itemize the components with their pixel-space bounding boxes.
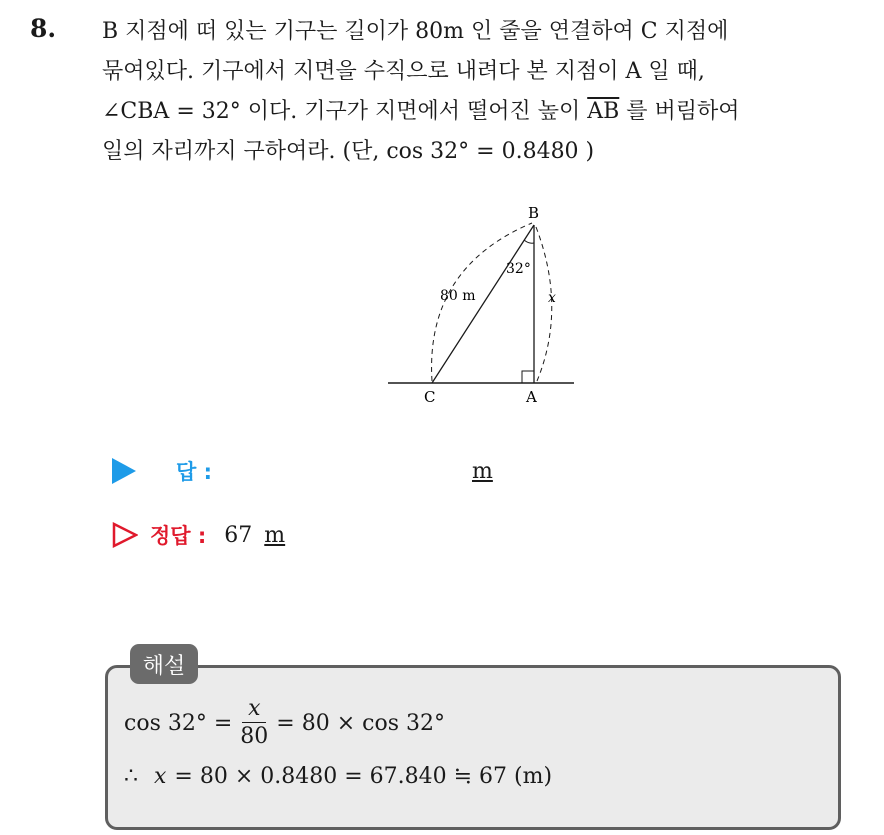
question-number: 8.: [30, 14, 57, 43]
solution-line-1: [124, 696, 445, 751]
angle-arc-32: [524, 240, 534, 243]
question-line-3-pre: ∠CBA = 32° 이다. 기구가 지면에서 떨어진 높이: [102, 99, 588, 124]
correct-unit: m: [264, 522, 286, 548]
label-a: A: [526, 388, 537, 406]
therefore-symbol: ∴: [124, 764, 138, 789]
fraction-numerator: x: [242, 696, 266, 723]
question-line-4: 일의 자리까지 구하여라. (단, cos 32° = 0.8480 ): [102, 139, 595, 164]
question-line-3: [102, 92, 862, 132]
label-angle-32: 32°: [506, 261, 531, 277]
answer-label: 답 :: [176, 460, 212, 484]
answer-triangle-icon: [112, 458, 136, 484]
balloon-diagram: [380, 198, 580, 408]
label-b: B: [528, 204, 540, 222]
solution-line-2: [124, 764, 552, 789]
label-c: C: [424, 388, 436, 406]
correct-label: 정답 :: [150, 524, 207, 548]
fraction-denominator: 80: [240, 724, 269, 749]
correct-triangle-icon: [112, 522, 138, 548]
label-x: x: [548, 290, 556, 306]
correct-value: 67: [224, 522, 253, 548]
question-line-3-post: 를 버림하여: [619, 99, 740, 124]
solution-variable-x: x: [154, 764, 167, 789]
right-angle-mark: [522, 371, 534, 383]
answer-unit: m: [472, 458, 493, 484]
solution-cos-left: cos 32° =: [124, 711, 233, 736]
correct-answer-row: [112, 520, 285, 550]
label-80m: 80 m: [440, 288, 476, 304]
rope-line-cb: [432, 225, 534, 383]
solution-fraction: [240, 696, 268, 751]
answer-row: [112, 456, 493, 486]
question-line-2: 묶여있다. 기구에서 지면을 수직으로 내려다 본 지점이 A 일 때,: [102, 59, 705, 84]
question-text: [102, 12, 862, 172]
question-line-1: B 지점에 떠 있는 기구는 길이가 80m 인 줄을 연결하여 C 지점에: [102, 19, 729, 44]
solution-cos-right: = 80 × cos 32°: [276, 711, 445, 736]
segment-ab: $\overline{AB}$: [587, 99, 620, 124]
solution-tag: 해설: [130, 644, 198, 684]
solution-result: = 80 × 0.8480 = 67.840 ≒ 67 (m): [174, 764, 553, 789]
